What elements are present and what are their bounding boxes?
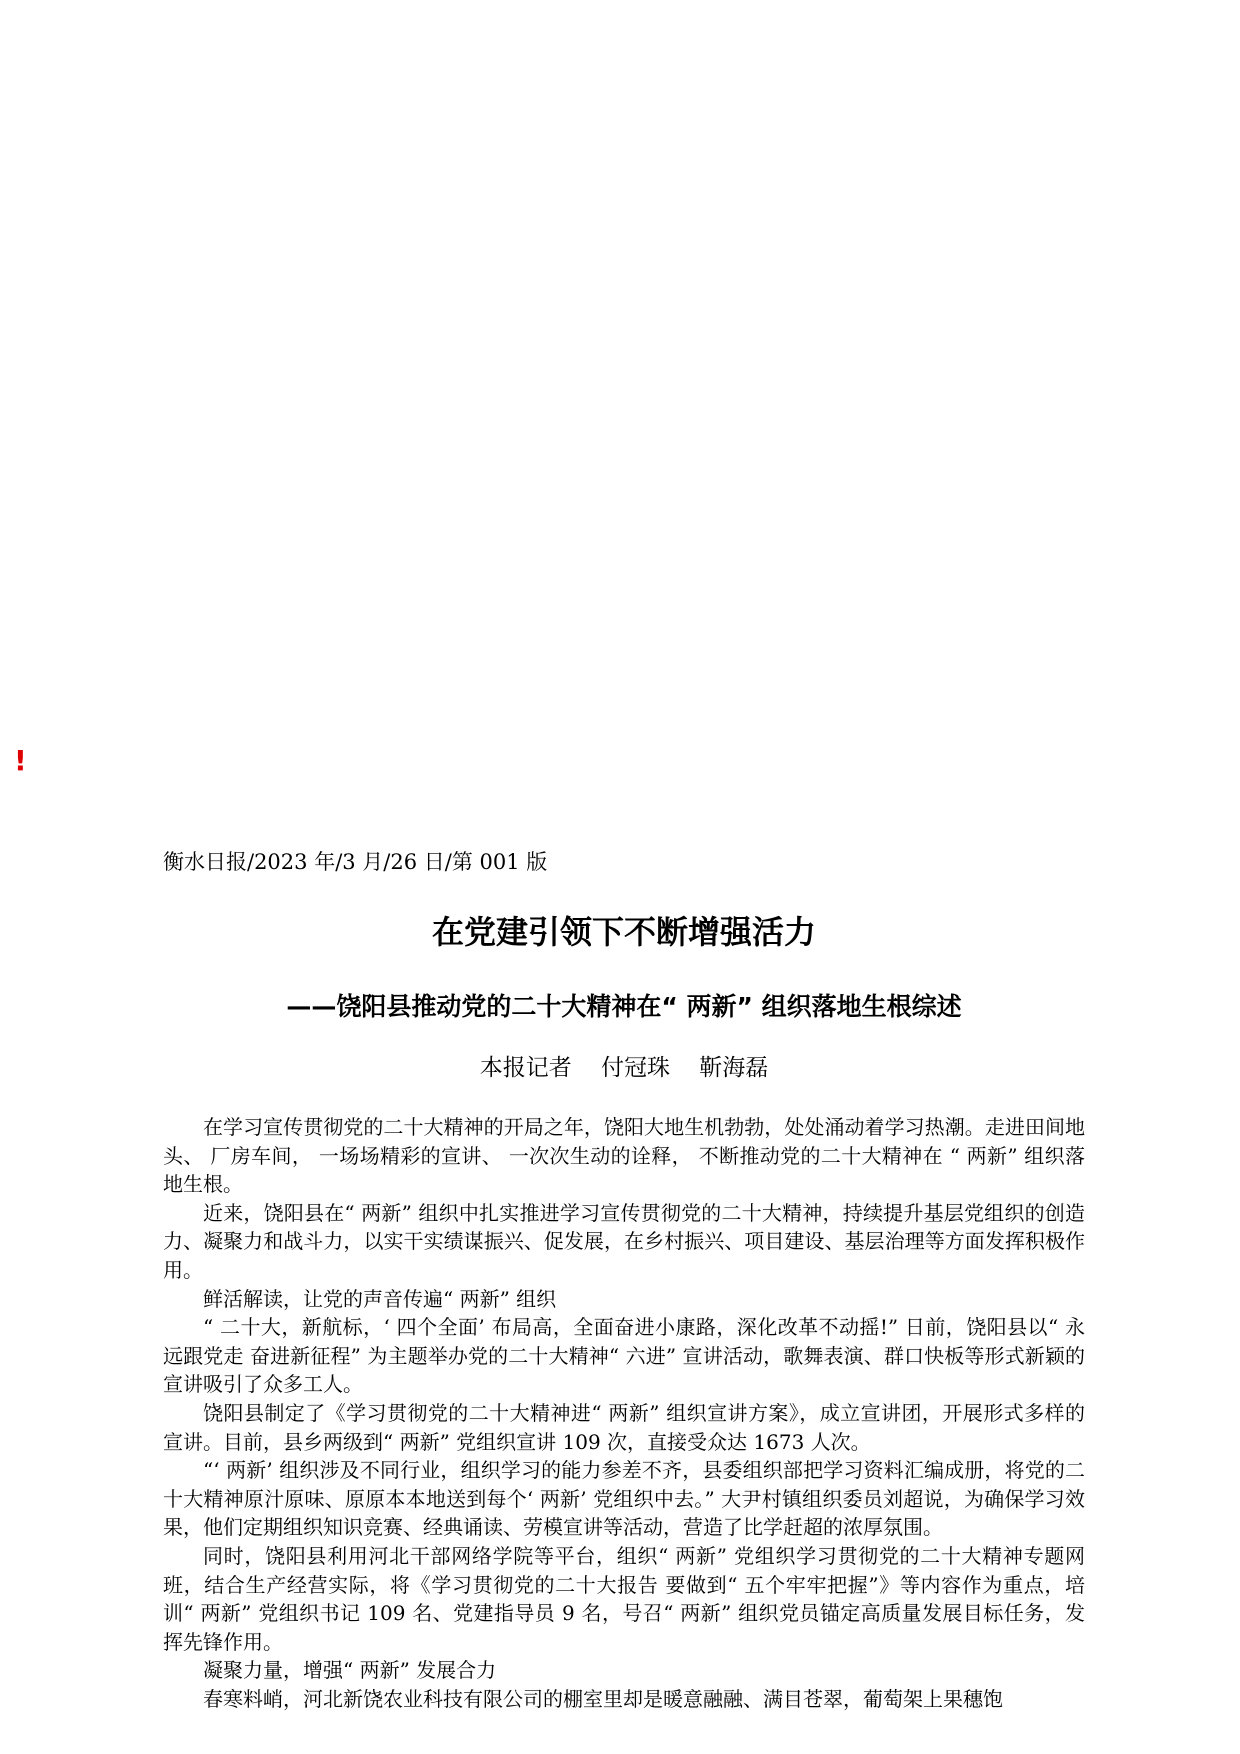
body-paragraph: 春寒料峭，河北新饶农业科技有限公司的棚室里却是暖意融融、满目苍翠，葡萄架上果穗饱 [203,1686,1003,1711]
body-paragraph: 同时，饶阳县利用河北干部网络学院等平台，组织“ 两新” 党组织学习贯彻党的二十大精神专题网班，结合生产经营实际，将《学习贯彻党的二十大报告 要做到“ 五个牢牢把握”》等内容作为重点，培训“ 两新” 党组织书记 109 名、党建指导员 9 名，号召“ 两新” 组织党员锚定高质量发展目标任务，发挥先锋作用。 [163,1543,1085,1654]
body-paragraph: “‘ 两新’ 组织涉及不同行业，组织学习的能力参差不齐，县委组织部把学习资料汇编成册，将党的二十大精神原汁原味、原原本本地送到每个‘ 两新’ 党组织中去。” 大尹村镇组织委员刘超说，为确保学习效果，他们定期组织知识竞赛、经典诵读、劳模宣讲等活动，营造了比学赶超的浓厚氛围。 [163,1458,1085,1540]
body-paragraph: “ 二十大，新航标，‘ 四个全面’ 布局高，全面奋进小康路，深化改革不动摇!” 日前，饶阳县以“ 永远跟党走 奋进新征程” 为主题举办党的二十大精神“ 六进” 宣讲活动，歌舞表演、群口快板等形式新颖的宣讲吸引了众多工人。 [163,1315,1085,1397]
section-heading: 鲜活解读，让党的声音传遍“ 两新” 组织 [203,1286,557,1311]
margin-exclamation-mark: ! [14,744,27,777]
body-paragraph: 近来，饶阳县在“ 两新” 组织中扎实推进学习宣传贯彻党的二十大精神，持续提升基层党组织的创造力、凝聚力和战斗力，以实干实绩谋振兴、促发展，在乡村振兴、项目建设、基层治理等方面发挥积极作用。 [163,1200,1085,1282]
publication-source-line: 衡水日报/2023 年/3 月/26 日/第 001 版 [163,850,548,874]
article-body [163,1113,1085,1713]
article-byline: 本报记者 付冠珠 靳海磊 [479,1055,769,1081]
article-title: 在党建引领下不断增强活力 [431,913,816,951]
article-subtitle: ——饶阳县推动党的二十大精神在“ 两新” 组织落地生根综述 [286,992,962,1021]
body-paragraph: 饶阳县制定了《学习贯彻党的二十大精神进“ 两新” 组织宣讲方案》，成立宣讲团，开展形式多样的宣讲。目前，县乡两级到“ 两新” 党组织宣讲 109 次，直接受众达 1673 人次。 [163,1400,1085,1454]
body-paragraph: 在学习宣传贯彻党的二十大精神的开局之年，饶阳大地生机勃勃，处处涌动着学习热潮。走进田间地头、 厂房车间， 一场场精彩的宣讲、 一次次生动的诠释， 不断推动党的二十大精神在 “ 两新” 组织落地生根。 [163,1115,1085,1197]
section-heading: 凝聚力量，增强“ 两新” 发展合力 [203,1658,497,1683]
